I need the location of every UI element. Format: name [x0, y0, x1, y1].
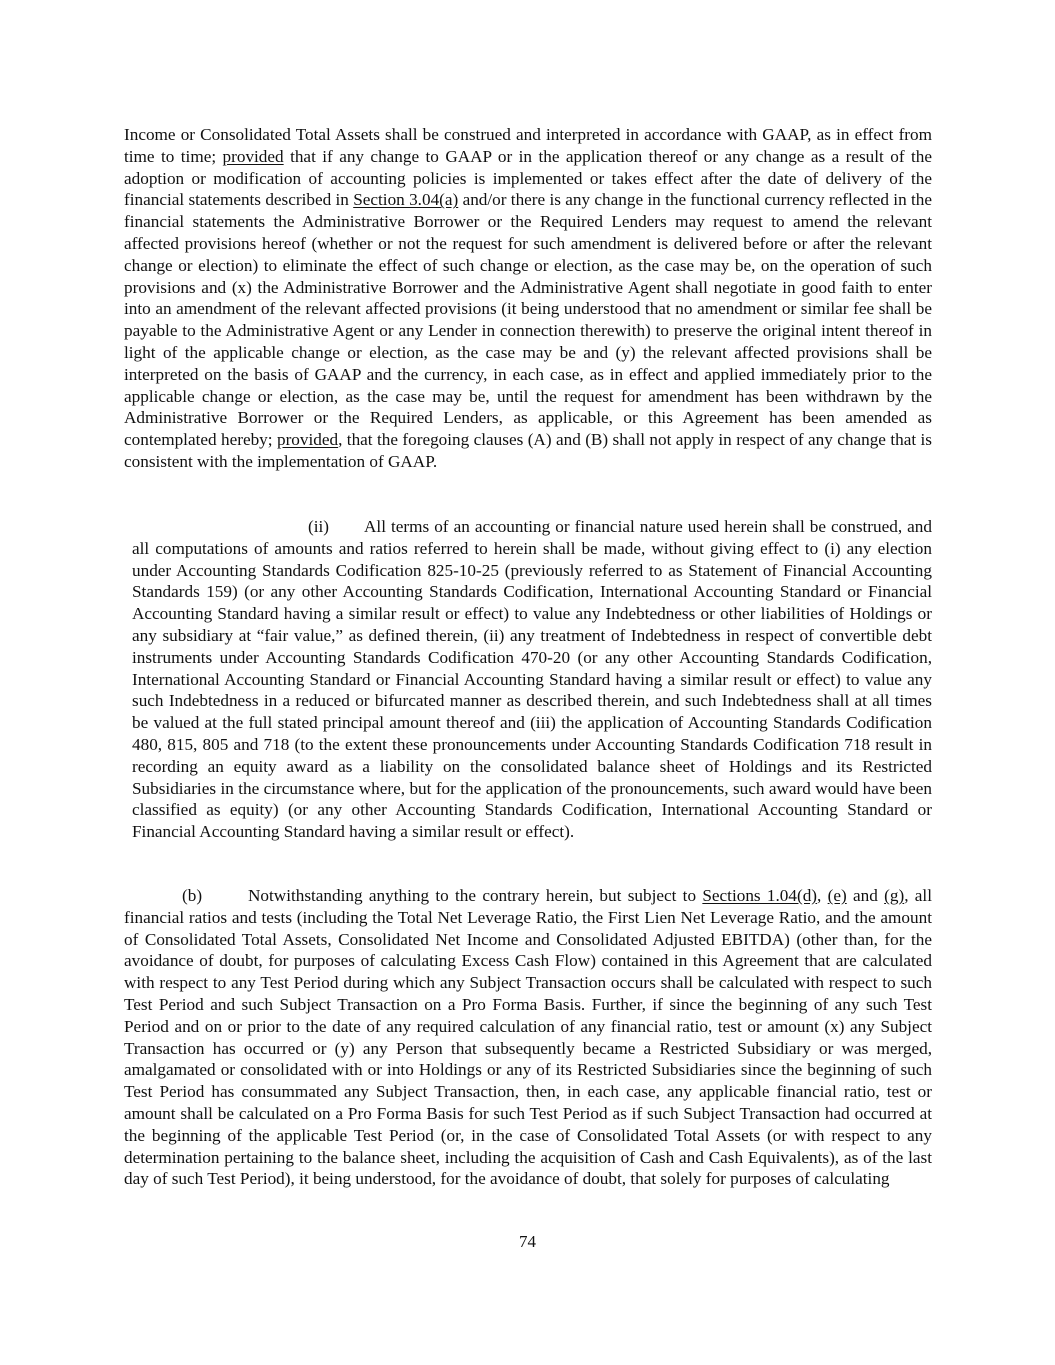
paragraph-gaap-changes: [124, 124, 932, 473]
p1-text-1: Income or Consolidated Total Assets shall be construed and interpreted in accordance with GAAP, as in effect from time to time;: [124, 125, 932, 166]
p3-sep-1: ,: [817, 886, 828, 905]
p3-text-1: Notwithstanding anything to the contrary herein, but subject to: [248, 886, 703, 905]
sections-reference-link[interactable]: Sections 1.04(d): [702, 886, 818, 905]
p2-text: All terms of an accounting or financial nature used herein shall be construed, and all computations of amounts and ratios referred to herein shall be made, without giving effect to (i) any election under Accounting Standards Codification 825-10-25 (previously referred to as Statement of Financial Accounting Standards 159) (or any other Accounting Standards Codification, International Accounting Standard or Financial Accounting Standard having a similar result or effect) to value any Indebtedness or other liabilities of Holdings or any subsidiary at “fair value,” as defined therein, (ii) any treatment of Indebtedness in respect of convertible debt instruments under Accounting Standards Codification 470-20 (or any other Accounting Standards Codification, International Accounting Standard or Financial Accounting Standard having a similar result or effect) to value any such Indebtedness in a reduced or bifurcated manner as described therein, and such Indebtedness shall at all times be valued at the full stated principal amount thereof and (iii) the application of Accounting Standards Codification 480, 815, 805 and 718 (to the extent these pronouncements under Accounting Standards Codification 718 result in recording an equity award as a liability on the consolidated balance sheet of Holdings and its Restricted Subsidiaries in the circumstance where, but for the application of the pronouncements, such award would have been classified as equity) (or any other Accounting Standards Codification, International Accounting Standard or Financial Accounting Standard having a similar result or effect).: [132, 517, 932, 842]
section-e-reference-link[interactable]: (e): [827, 886, 847, 905]
page-number: 74: [519, 1232, 536, 1251]
provided-term-2: provided: [276, 430, 339, 450]
section-g-reference-link[interactable]: (g): [884, 886, 905, 905]
p1-text-2: that if any change to GAAP or in the application thereof or any change as a result of the adoption or modification of accounting policies is implemented or takes effect after the date of delivery of the financial statements described in: [124, 146, 932, 210]
section-reference-link[interactable]: Section 3.04(a): [353, 190, 459, 210]
clause-marker-ii: (ii): [308, 517, 329, 536]
p1-text-4: , that the foregoing clauses (A) and (B) shall not apply in respect of any change that is consistent with the implementation of GAAP.: [124, 430, 932, 471]
paragraph-financial-ratios: [124, 885, 932, 1190]
clause-marker-b: (b): [182, 886, 203, 905]
p3-text-2: , all financial ratios and tests (including the Total Net Leverage Ratio, the First Lien Net Leverage Ratio, and the amount of Consolidated Total Assets, Consolidated Net Income and Consolidated Adjusted EBITDA) (other than, for the avoidance of doubt, for purposes of calculating Excess Cash Flow) contained in this Agreement that are calculated with respect to any Test Period during which any Subject Transaction occurs shall be calculated with respect to such Test Period and such Subject Transaction on a Pro Forma Basis. Further, if since the beginning of any such Test Period and on or prior to the date of any required calculation of any financial ratio, test or amount (x) any Subject Transaction has occurred or (y) any Person that subsequently became a Restricted Subsidiary or was merged, amalgamated or consolidated with or into Holdings or any of its Restricted Subsidiaries since the beginning of such Test Period has consummated any Subject Transaction, then, in each case, any applicable financial ratio, test or amount shall be calculated on a Pro Forma Basis for such Test Period as if such Subject Transaction had occurred at the beginning of the applicable Test Period (or, in the case of Consolidated Total Assets (or with respect to any determination pertaining to the balance sheet, including the acquisition of Cash and Cash Equivalents), as of the last day of such Test Period), it being understood, for the avoidance of doubt, that solely for purposes of calculating: [124, 886, 932, 1189]
paragraph-accounting-terms: [132, 516, 932, 843]
p3-sep-2: and: [846, 886, 885, 905]
p1-text-3: and/or there is any change in the functional currency reflected in the financial statements the Administrative Borrower or the Required Lenders may request to amend the relevant affected provisions hereof (whether or not the request for such amendment is delivered before or after the relevant change or election) to eliminate the effect of such change or election, as the case may be, on the operation of such provisions and (x) the Administrative Borrower and the Administrative Agent shall negotiate in good faith to enter into an amendment of the relevant affected provisions (it being understood that no amendment or similar fee shall be payable to the Administrative Agent or any Lender in connection therewith) to preserve the original intent thereof in light of the applicable change or election, as the case may be and (y) the relevant affected provisions shall be interpreted on the basis of GAAP and the currency, in each case, as in effect and applied immediately prior to the applicable change or election, as the case may be, until the request for amendment has been withdrawn by the Administrative Borrower or the Required Lenders, as applicable, or this Agreement has been amended as contemplated hereby;: [124, 190, 932, 450]
provided-term-1: provided: [222, 146, 284, 166]
